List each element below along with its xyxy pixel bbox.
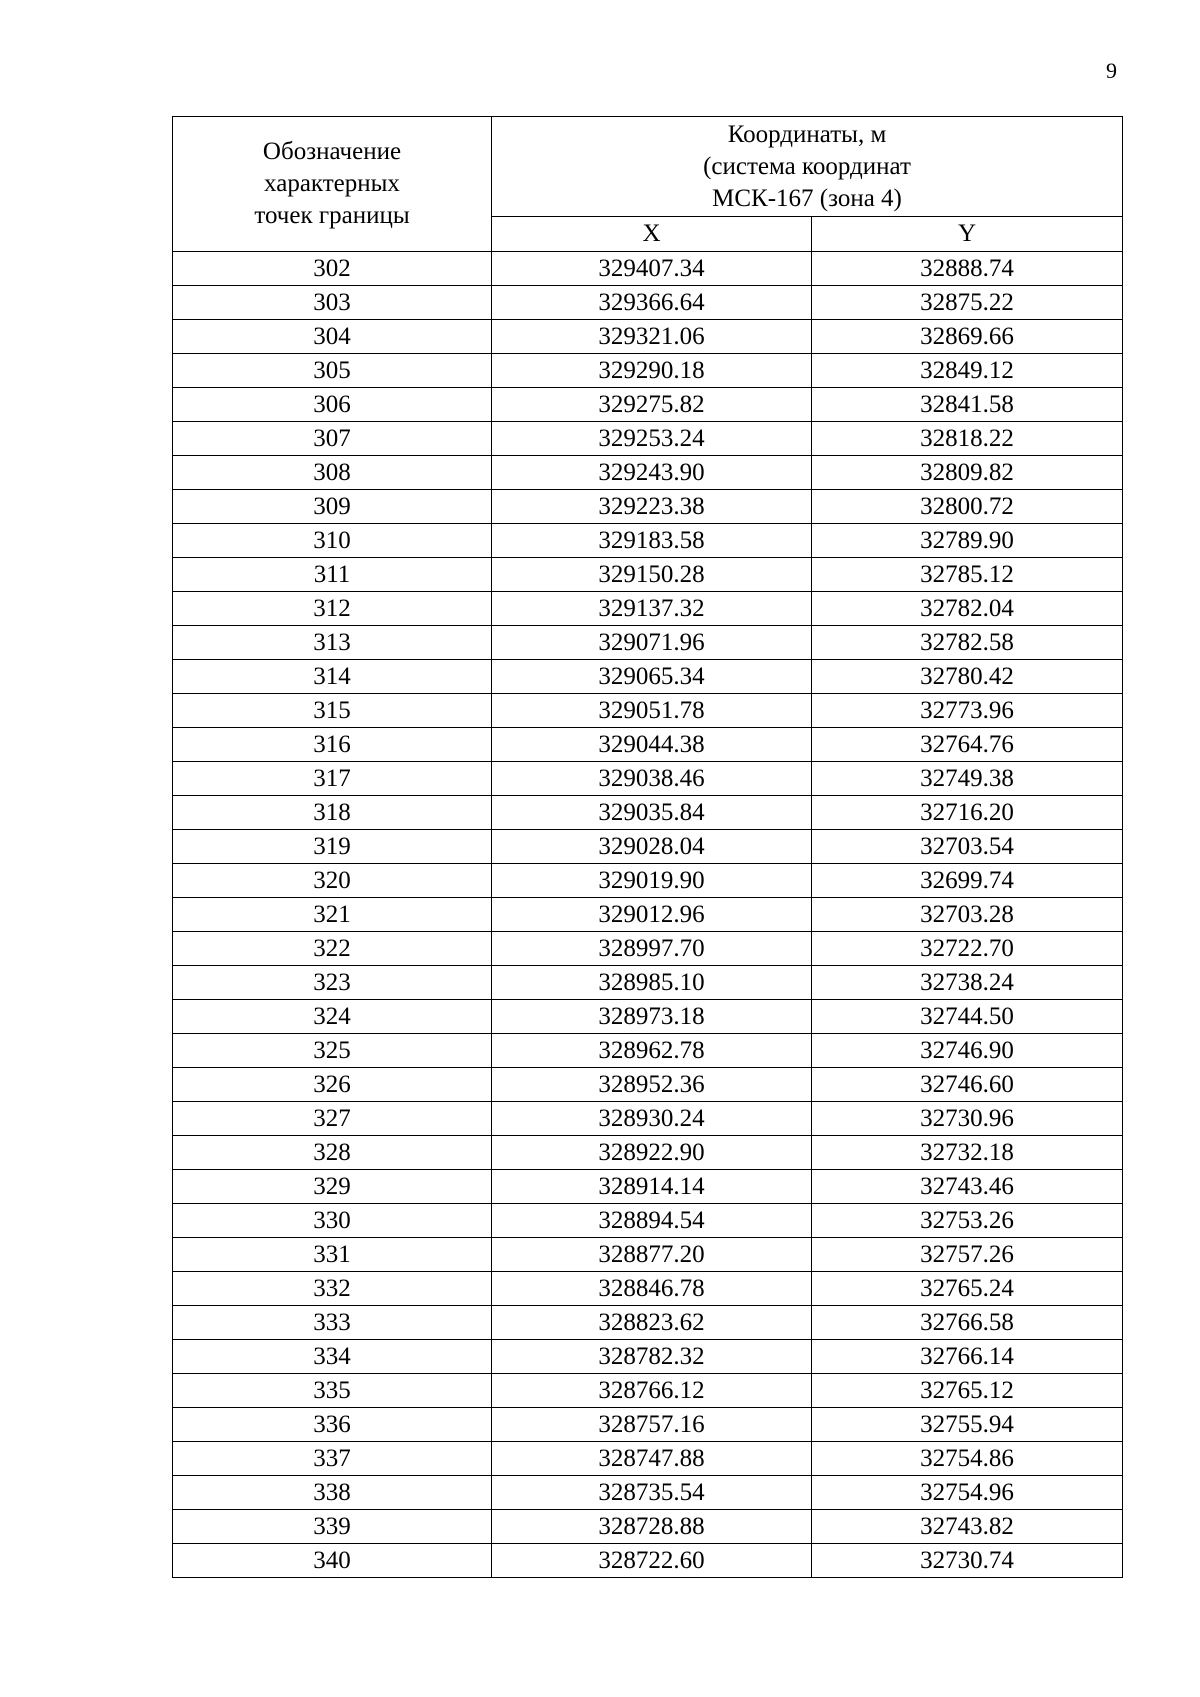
y-coordinate-cell: 32738.24 — [812, 966, 1123, 1000]
x-coordinate-cell: 328922.90 — [492, 1136, 812, 1170]
point-cell: 321 — [173, 898, 492, 932]
y-coordinate-cell: 32780.42 — [812, 660, 1123, 694]
y-coordinate-cell: 32800.72 — [812, 490, 1123, 524]
point-cell: 317 — [173, 762, 492, 796]
x-coordinate-cell: 328735.54 — [492, 1476, 812, 1510]
x-coordinate-cell: 329183.58 — [492, 524, 812, 558]
point-cell: 339 — [173, 1510, 492, 1544]
table-body — [173, 252, 1123, 1578]
point-cell: 324 — [173, 1000, 492, 1034]
coordinates-column-header: Координаты, м (система координат МСК-167 (зона 4) — [492, 117, 1123, 217]
table-row — [173, 762, 1123, 796]
x-coordinate-cell: 328973.18 — [492, 1000, 812, 1034]
table-row — [173, 1510, 1123, 1544]
y-coordinate-cell: 32841.58 — [812, 388, 1123, 422]
x-coordinate-cell: 329253.24 — [492, 422, 812, 456]
table-row — [173, 966, 1123, 1000]
table-row — [173, 626, 1123, 660]
y-coordinate-cell: 32744.50 — [812, 1000, 1123, 1034]
point-cell: 334 — [173, 1340, 492, 1374]
y-coordinate-cell: 32746.90 — [812, 1034, 1123, 1068]
x-coordinate-cell: 328782.32 — [492, 1340, 812, 1374]
page-number: 9 — [1106, 58, 1117, 83]
x-coordinate-cell: 328914.14 — [492, 1170, 812, 1204]
y-coordinate-cell: 32746.60 — [812, 1068, 1123, 1102]
point-cell: 305 — [173, 354, 492, 388]
x-coordinate-cell: 329407.34 — [492, 252, 812, 286]
point-cell: 340 — [173, 1544, 492, 1578]
x-coordinate-cell: 328823.62 — [492, 1306, 812, 1340]
point-cell: 326 — [173, 1068, 492, 1102]
y-coordinate-cell: 32789.90 — [812, 524, 1123, 558]
point-cell: 338 — [173, 1476, 492, 1510]
x-coordinate-cell: 329321.06 — [492, 320, 812, 354]
table-row — [173, 592, 1123, 626]
x-coordinate-cell: 329051.78 — [492, 694, 812, 728]
point-cell: 336 — [173, 1408, 492, 1442]
x-coordinate-cell: 328877.20 — [492, 1238, 812, 1272]
x-coordinate-cell: 328757.16 — [492, 1408, 812, 1442]
point-cell: 332 — [173, 1272, 492, 1306]
x-coordinate-cell: 329275.82 — [492, 388, 812, 422]
y-coordinate-cell: 32818.22 — [812, 422, 1123, 456]
table-row — [173, 524, 1123, 558]
point-cell: 314 — [173, 660, 492, 694]
point-cell: 313 — [173, 626, 492, 660]
table-row — [173, 286, 1123, 320]
x-coordinate-cell: 328846.78 — [492, 1272, 812, 1306]
table-row — [173, 1170, 1123, 1204]
table-row — [173, 796, 1123, 830]
point-cell: 329 — [173, 1170, 492, 1204]
table-row — [173, 1476, 1123, 1510]
table-row — [173, 320, 1123, 354]
table-row — [173, 1000, 1123, 1034]
point-cell: 311 — [173, 558, 492, 592]
x-coordinate-cell: 328985.10 — [492, 966, 812, 1000]
y-coordinate-cell: 32703.54 — [812, 830, 1123, 864]
x-coordinate-cell: 329243.90 — [492, 456, 812, 490]
y-coordinate-cell: 32753.26 — [812, 1204, 1123, 1238]
table-row — [173, 1102, 1123, 1136]
y-coordinate-cell: 32754.96 — [812, 1476, 1123, 1510]
table-row — [173, 1272, 1123, 1306]
point-column-header: Обозначение характерных точек границы — [173, 117, 492, 252]
y-coordinate-cell: 32732.18 — [812, 1136, 1123, 1170]
table-row — [173, 1340, 1123, 1374]
table-row — [173, 1238, 1123, 1272]
x-coordinate-cell: 328728.88 — [492, 1510, 812, 1544]
table-row — [173, 1068, 1123, 1102]
table-row — [173, 354, 1123, 388]
y-coordinate-cell: 32754.86 — [812, 1442, 1123, 1476]
table-row — [173, 1442, 1123, 1476]
y-coordinate-cell: 32809.82 — [812, 456, 1123, 490]
table-row — [173, 1374, 1123, 1408]
y-coordinate-cell: 32782.04 — [812, 592, 1123, 626]
y-column-header: Y — [812, 217, 1123, 252]
y-coordinate-cell: 32765.12 — [812, 1374, 1123, 1408]
table-row — [173, 1136, 1123, 1170]
x-coordinate-cell: 329071.96 — [492, 626, 812, 660]
x-coordinate-cell: 328997.70 — [492, 932, 812, 966]
table-row — [173, 830, 1123, 864]
y-coordinate-cell: 32766.14 — [812, 1340, 1123, 1374]
y-coordinate-cell: 32782.58 — [812, 626, 1123, 660]
y-coordinate-cell: 32875.22 — [812, 286, 1123, 320]
y-coordinate-cell: 32722.70 — [812, 932, 1123, 966]
y-coordinate-cell: 32773.96 — [812, 694, 1123, 728]
point-cell: 327 — [173, 1102, 492, 1136]
point-cell: 302 — [173, 252, 492, 286]
point-cell: 330 — [173, 1204, 492, 1238]
point-cell: 318 — [173, 796, 492, 830]
x-coordinate-cell: 329012.96 — [492, 898, 812, 932]
y-coordinate-cell: 32785.12 — [812, 558, 1123, 592]
point-cell: 323 — [173, 966, 492, 1000]
point-cell: 337 — [173, 1442, 492, 1476]
y-coordinate-cell: 32755.94 — [812, 1408, 1123, 1442]
x-coordinate-cell: 328722.60 — [492, 1544, 812, 1578]
y-coordinate-cell: 32764.76 — [812, 728, 1123, 762]
y-coordinate-cell: 32749.38 — [812, 762, 1123, 796]
point-cell: 320 — [173, 864, 492, 898]
table-row — [173, 1034, 1123, 1068]
table-row — [173, 1408, 1123, 1442]
x-coordinate-cell: 329223.38 — [492, 490, 812, 524]
coordinates-table — [172, 116, 1123, 1578]
x-coordinate-cell: 329065.34 — [492, 660, 812, 694]
point-cell: 304 — [173, 320, 492, 354]
x-coordinate-cell: 328894.54 — [492, 1204, 812, 1238]
table-row — [173, 898, 1123, 932]
point-cell: 335 — [173, 1374, 492, 1408]
point-cell: 316 — [173, 728, 492, 762]
point-cell: 319 — [173, 830, 492, 864]
point-cell: 328 — [173, 1136, 492, 1170]
y-coordinate-cell: 32766.58 — [812, 1306, 1123, 1340]
table-header — [173, 117, 1123, 252]
x-coordinate-cell: 329038.46 — [492, 762, 812, 796]
point-cell: 303 — [173, 286, 492, 320]
x-coordinate-cell: 329035.84 — [492, 796, 812, 830]
point-cell: 333 — [173, 1306, 492, 1340]
y-coordinate-cell: 32869.66 — [812, 320, 1123, 354]
table-row — [173, 1544, 1123, 1578]
y-coordinate-cell: 32730.74 — [812, 1544, 1123, 1578]
table-row — [173, 388, 1123, 422]
table-row — [173, 694, 1123, 728]
x-coordinate-cell: 328962.78 — [492, 1034, 812, 1068]
table-row — [173, 1204, 1123, 1238]
y-coordinate-cell: 32743.82 — [812, 1510, 1123, 1544]
x-coordinate-cell: 328930.24 — [492, 1102, 812, 1136]
point-cell: 322 — [173, 932, 492, 966]
point-cell: 306 — [173, 388, 492, 422]
y-coordinate-cell: 32757.26 — [812, 1238, 1123, 1272]
x-coordinate-cell: 328952.36 — [492, 1068, 812, 1102]
x-coordinate-cell: 329019.90 — [492, 864, 812, 898]
y-coordinate-cell: 32730.96 — [812, 1102, 1123, 1136]
table-row — [173, 490, 1123, 524]
table-row — [173, 422, 1123, 456]
x-coordinate-cell: 329044.38 — [492, 728, 812, 762]
x-coordinate-cell: 329290.18 — [492, 354, 812, 388]
y-coordinate-cell: 32849.12 — [812, 354, 1123, 388]
x-column-header: X — [492, 217, 812, 252]
y-coordinate-cell: 32888.74 — [812, 252, 1123, 286]
point-cell: 307 — [173, 422, 492, 456]
point-cell: 308 — [173, 456, 492, 490]
table-row — [173, 558, 1123, 592]
x-coordinate-cell: 329028.04 — [492, 830, 812, 864]
table-row — [173, 728, 1123, 762]
point-cell: 310 — [173, 524, 492, 558]
x-coordinate-cell: 329150.28 — [492, 558, 812, 592]
y-coordinate-cell: 32703.28 — [812, 898, 1123, 932]
x-coordinate-cell: 328766.12 — [492, 1374, 812, 1408]
x-coordinate-cell: 328747.88 — [492, 1442, 812, 1476]
point-cell: 312 — [173, 592, 492, 626]
x-coordinate-cell: 329137.32 — [492, 592, 812, 626]
table-row — [173, 932, 1123, 966]
table-row — [173, 456, 1123, 490]
point-cell: 315 — [173, 694, 492, 728]
y-coordinate-cell: 32699.74 — [812, 864, 1123, 898]
table-row — [173, 864, 1123, 898]
x-coordinate-cell: 329366.64 — [492, 286, 812, 320]
y-coordinate-cell: 32716.20 — [812, 796, 1123, 830]
point-cell: 309 — [173, 490, 492, 524]
table-row — [173, 252, 1123, 286]
point-cell: 325 — [173, 1034, 492, 1068]
point-cell: 331 — [173, 1238, 492, 1272]
table-row — [173, 1306, 1123, 1340]
table-row — [173, 660, 1123, 694]
y-coordinate-cell: 32765.24 — [812, 1272, 1123, 1306]
y-coordinate-cell: 32743.46 — [812, 1170, 1123, 1204]
